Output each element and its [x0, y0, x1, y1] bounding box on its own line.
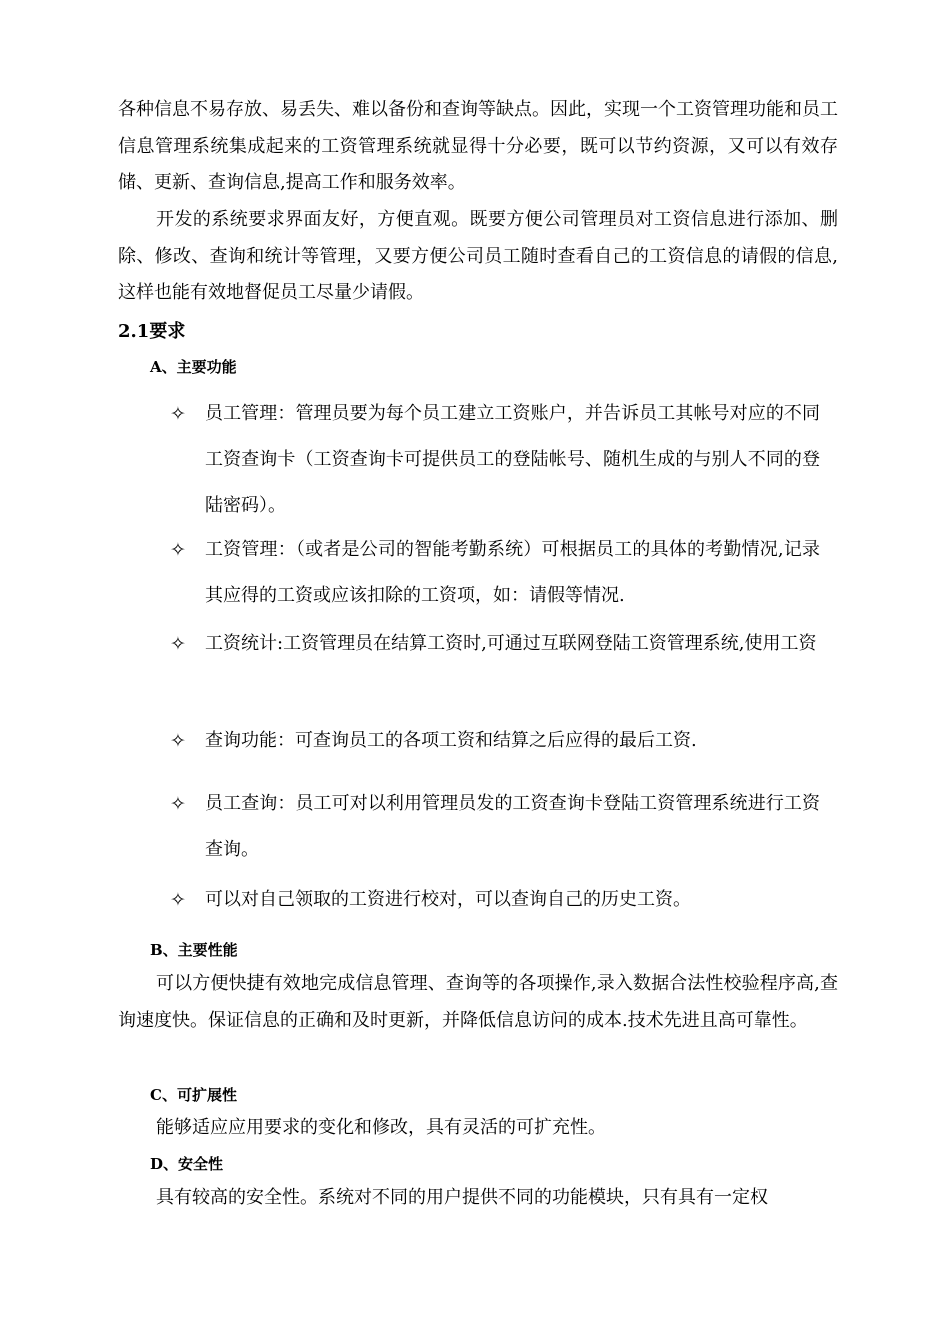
subsection-d-heading: D、安全性: [150, 1155, 224, 1173]
feature-text: 工资管理：（或者是公司的智能考勤系统）可根据员工的具体的考勤情况,记录其应得的工资或应该扣除的工资项，如：请假等情况.: [205, 539, 820, 606]
star-bullet-icon: ✧: [170, 539, 186, 561]
intro-paragraph-2: 开发的系统要求界面友好，方便直观。既要方便公司管理员对工资信息进行添加、删除、修改、查询和统计等管理，又要方便公司员工随时查看自己的工资信息的请假的信息,这样也能有效地督促员工尽量少请假。: [118, 209, 838, 303]
feature-list-item: [170, 781, 820, 873]
feature-text: 员工查询：员工可对以利用管理员发的工资查询卡登陆工资管理系统进行工资查询。: [205, 793, 820, 860]
star-bullet-icon: ✧: [170, 889, 186, 911]
subsection-d-paragraph: 具有较高的安全性。系统对不同的用户提供不同的功能模块，只有具有一定权: [156, 1187, 768, 1208]
star-bullet-icon: ✧: [170, 730, 186, 752]
feature-list-item: [170, 621, 820, 667]
section-heading: 2.1要求: [118, 321, 186, 342]
subsection-b-heading: B、主要性能: [150, 941, 238, 959]
star-bullet-icon: ✧: [170, 403, 186, 425]
feature-list-item: [170, 527, 820, 619]
star-bullet-icon: ✧: [170, 793, 186, 815]
feature-text: 查询功能：可查询员工的各项工资和结算之后应得的最后工资.: [205, 730, 697, 751]
feature-text: 员工管理：管理员要为每个员工建立工资账户，并告诉员工其帐号对应的不同工资查询卡（工资查询卡可提供员工的登陆帐号、随机生成的与别人不同的登陆密码）。: [205, 403, 820, 516]
subsection-c-heading: C、可扩展性: [150, 1086, 237, 1104]
feature-list-item: [170, 391, 820, 529]
feature-list-item: [170, 718, 820, 764]
subsection-b-paragraph: 可以方便快捷有效地完成信息管理、查询等的各项操作,录入数据合法性校验程序高,查询速度快。保证信息的正确和及时更新，并降低信息访问的成本.技术先进且高可靠性。: [118, 973, 838, 1031]
intro-paragraph-1: 各种信息不易存放、易丢失、难以备份和查询等缺点。因此，实现一个工资管理功能和员工信息管理系统集成起来的工资管理系统就显得十分必要，既可以节约资源，又可以有效存储、更新、查询信息,提高工作和服务效率。: [118, 99, 838, 193]
star-bullet-icon: ✧: [170, 633, 186, 655]
feature-list-item: [170, 877, 820, 923]
subsection-c-paragraph: 能够适应应用要求的变化和修改，具有灵活的可扩充性。: [156, 1117, 606, 1138]
subsection-a-heading: A、主要功能: [150, 358, 237, 376]
feature-text: 可以对自己领取的工资进行校对，可以查询自己的历史工资。: [205, 889, 691, 910]
feature-text: 工资统计:工资管理员在结算工资时,可通过互联网登陆工资管理系统,使用工资: [205, 633, 817, 654]
